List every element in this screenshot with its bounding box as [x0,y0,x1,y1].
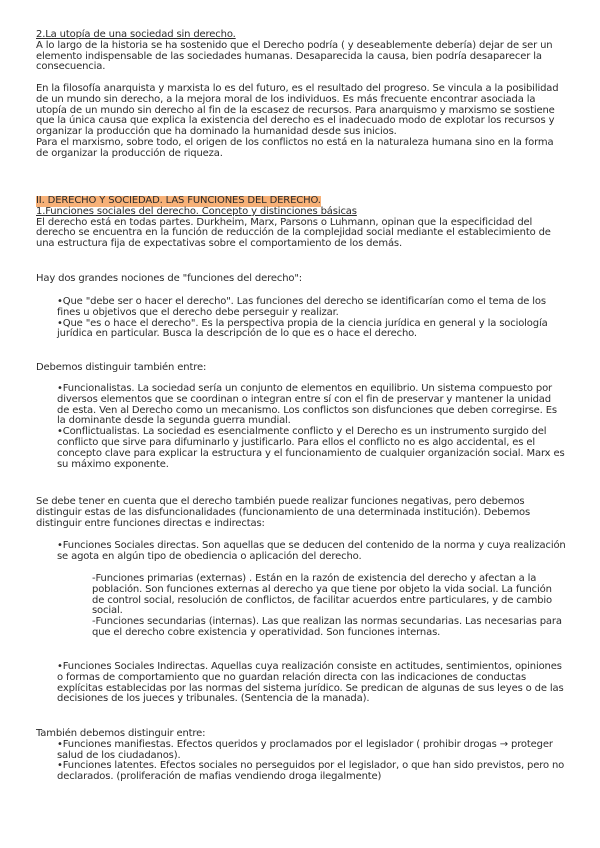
list-item: •Que "es o hace el derecho". Es la perspectiva propia de la ciencia jurídica en general y la sociología jurídica en particular. Busca la descripción de lo que es o hace el derecho. [57,317,548,340]
list-item: -Funciones primarias (externas) . Están en la razón de existencia del derecho y afectan a la población. Son funciones externas al derecho ya que tiene por objeto la vida social. La función de control social, resolución de conflictos, de facilitar acuerdos entre particulares, y de cambio social. [92,573,552,617]
paragraph: Debemos distinguir también entre: [36,362,207,373]
paragraph: También debemos distinguir entre: [36,728,206,739]
paragraph: En la filosofía anarquista y marxista lo es del futuro, es el resultado del progreso. Se vincula a la posibilidad de un mundo sin derecho, a la mejora moral de los individuos. Es más frecuente encontrar asociada la utopía de un mundo sin derecho al fin de la escasez de recursos. Para anarquismo y marxismo se sostiene que la única causa que explica la existencia del derecho es el inadecuado modo de explotar los recursos y organizar la producción que ha dominado la humanidad desde sus inicios. [36,83,559,138]
section-utopia [36,30,566,73]
list-item: •Conflictualistas. La sociedad es esencialmente conflicto y el Derecho es un instrumento surgido del conflicto que sirve para difuminarlo y justificarlo. Para ellos el conflicto no es algo accidental, es el concepto clave para explicar la estructura y el funcionamiento de cualquier organización social. Marx es su máximo exponente. [57,426,565,470]
paragraph: Se debe tener en cuenta que el derecho también puede realizar funciones negativas, pero debemos distinguir estas de las disfuncionalidades (funcionamiento de una determinada institución). Debemos distinguir entre funciones directas e indirectas: [36,496,531,529]
notions-list [36,297,566,340]
list-item: •Que "debe ser o hacer el derecho". Las funciones del derecho se identificarían como el tema de los fines u objetivos que el derecho debe perseguir y realizar. [57,296,546,318]
list-item: •Funciones latentes. Efectos sociales no perseguidos por el legislador, o que han sido previstos, pero no declarados. (proliferación de mafias vendiendo droga ilegalmente) [57,760,565,783]
indirect-functions [36,662,566,705]
paragraph: Hay dos grandes nociones de "funciones del derecho": [36,273,303,284]
list-item: •Funciones Sociales directas. Son aquellas que se deducen del contenido de la norma y cuya realización se agota en algún tipo de obediencia o aplicación del derecho. [57,540,566,562]
list-item: •Funcionalistas. La sociedad sería un conjunto de elementos en equilibrio. Un sistema compuesto por diversos elementos que se coordinan o integran entre sí con el fin de preservar y mantener la unidad de esta. Ven al Derecho como un mecanismo. Los conflictos son disfunciones que deben corregirse. Es la dominante desde la segunda guerra mundial. [57,383,557,427]
list-item: •Funciones manifiestas. Efectos queridos y proclamados por el legislador ( prohibir drogas → proteger salud de los ciudadanos). [57,738,553,761]
distinguish-lead [36,363,566,374]
section-title: 2.La utopía de una sociedad sin derecho. [36,29,236,40]
paragraph: A lo largo de la historia se ha sostenido que el Derecho podría ( y deseablemente debería) dejar de ser un elemento indispensable de las sociedades humanas. Desaparecida la causa, bien podría desaparecer la consecuencia. [36,39,553,73]
direct-functions [36,541,566,563]
list-item: -Funciones secundarias (internas). Las que realizan las normas secundarias. Las necesarias para que el derecho cobre existencia y operatividad. Son funciones internas. [92,616,562,638]
section-utopia-body [36,84,566,160]
direct-subtypes [36,574,566,639]
manifest-latent [36,729,566,783]
notions-lead [36,274,566,285]
paragraph: Para el marxismo, sobre todo, el origen de los conflictos no está en la naturaleza humana sino en la forma de organizar la producción de riqueza. [36,136,554,159]
theories-list [36,384,566,470]
paragraph: El derecho está en todas partes. Durkheim, Marx, Parsons o Luhmann, opinan que la especificidad del derecho se encuentra en la función de reducción de la complejidad social mediante el establecimiento de una estructura fija de expectativas sobre el comportamiento de los demás. [36,216,551,250]
list-item: •Funciones Sociales Indirectas. Aquellas cuya realización consiste en actitudes, sentimientos, opiniones o formas de comportamiento que no guardan relación directa con las indicaciones de conductas explícitas establecidas por las normas del sistema jurídico. Se predican de algunas de sus leyes o de las decisiones de los jueces y tribunales. (Sentencia de la manada). [57,661,564,705]
subheading: 1.Funciones sociales del derecho. Concepto y distinciones básicas [36,205,357,217]
highlighted-heading: II. DERECHO Y SOCIEDAD. LAS FUNCIONES DEL DERECHO. [36,195,321,206]
negative-functions [36,497,566,529]
section-functions [36,196,566,250]
